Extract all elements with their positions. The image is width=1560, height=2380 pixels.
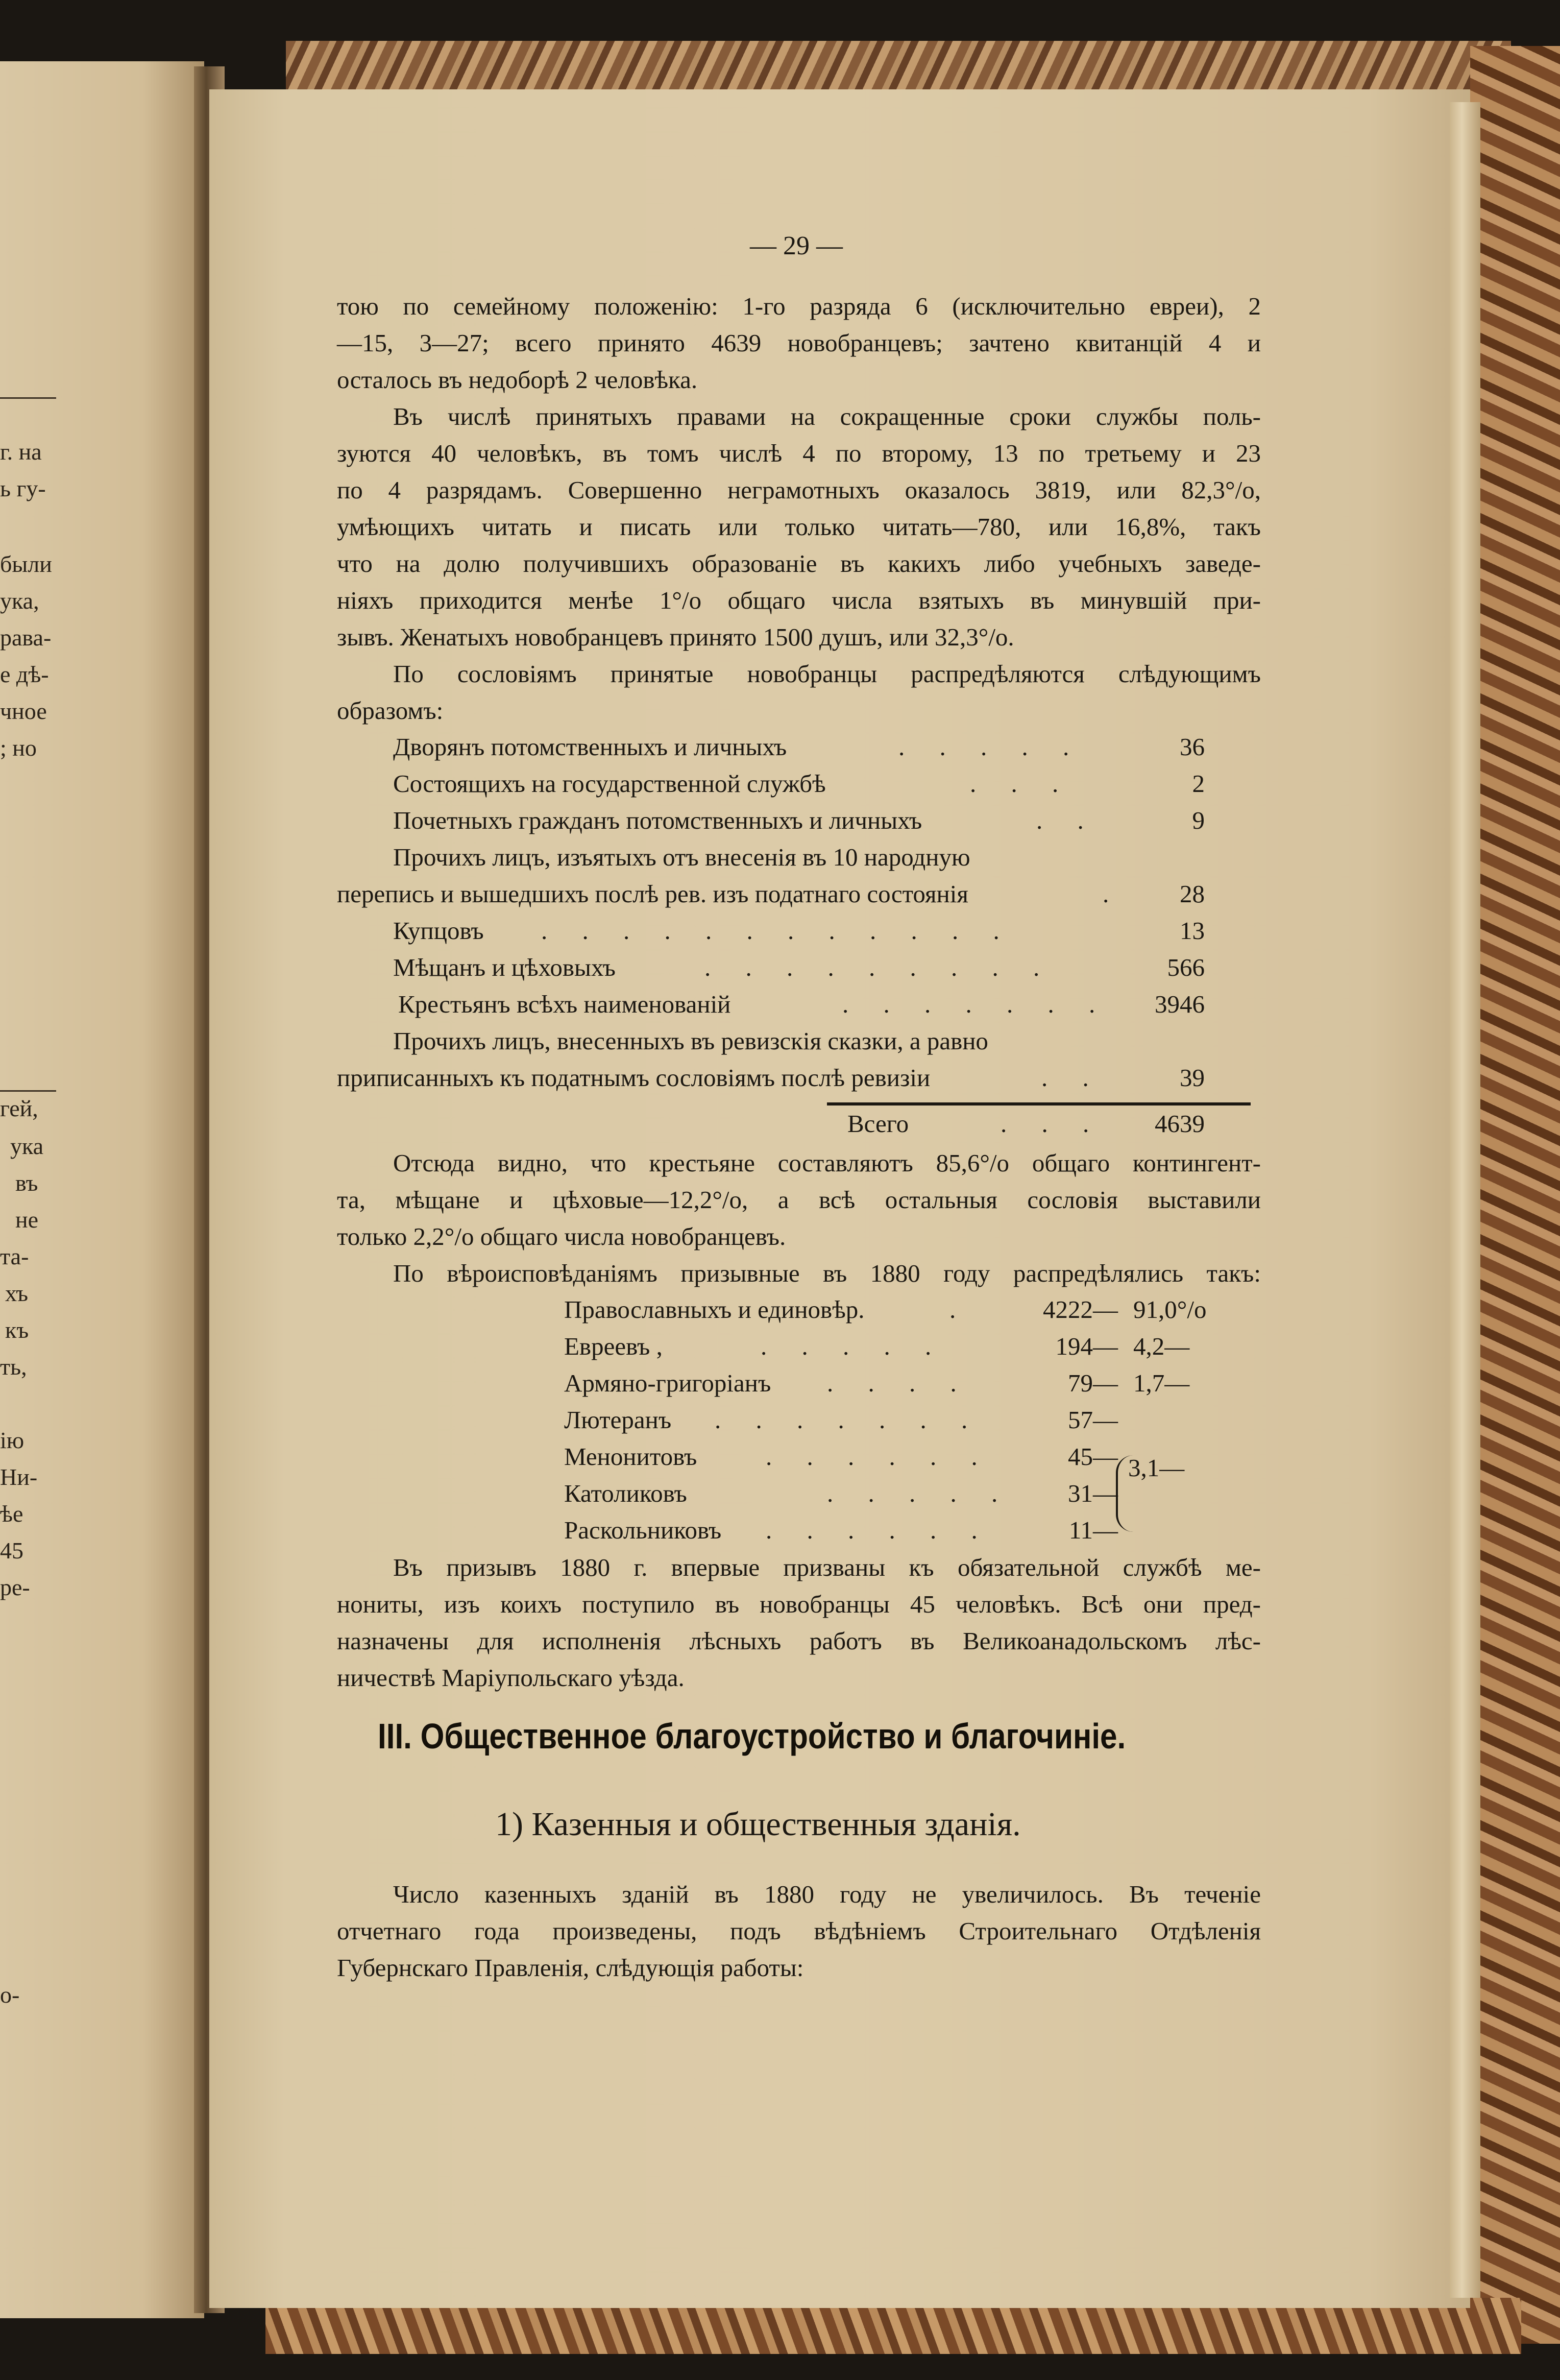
page-number: — 29 — — [750, 231, 843, 260]
religion-count: 194— — [1055, 1332, 1118, 1360]
estate-value: 39 — [1180, 1064, 1205, 1092]
estate-label: Купцовъ — [393, 917, 484, 945]
facing-page-fragment: Ни- — [0, 1464, 38, 1490]
facing-page-fragment: гей, — [0, 1095, 38, 1121]
religion-percent: 3,1— — [1128, 1454, 1185, 1482]
text-line: по 4 разрядамъ. Совершенно неграмотныхъ оказалось 3819, или 82,3°/o, — [337, 476, 1261, 504]
facing-page-fragment: ука, — [0, 588, 39, 614]
religion-label: Армяно-григорiанъ — [564, 1369, 771, 1397]
leader-dots: . . . . . . — [766, 1443, 992, 1471]
text-line: По вѣроисповѣданiямъ призывные въ 1880 году распредѣлялись такъ: — [393, 1259, 1261, 1287]
leader-dots: . . — [1036, 806, 1098, 834]
estate-label: Состоящихъ на государственной службѣ — [393, 770, 826, 798]
estate-label: Прочихъ лицъ, внесенныхъ въ ревизскiя сказки, а равно — [393, 1027, 988, 1055]
text-line: зывъ. Женатыхъ новобранцевъ принято 1500 душъ, или 32,3°/o. — [337, 623, 1014, 651]
estate-label: перепись и вышедшихъ послѣ рев. изъ податнаго состоянiя — [337, 880, 968, 908]
page-edge — [1450, 102, 1480, 2298]
religion-count: 45— — [1068, 1443, 1118, 1471]
leader-dots: . . . . . . . — [842, 990, 1110, 1018]
religion-count: 31— — [1068, 1479, 1118, 1507]
leader-dots: . . . — [1001, 1110, 1104, 1138]
subsection-heading: 1) Казенныя и общественныя зданiя. — [495, 1806, 1021, 1843]
facing-page-fragment: рава- — [0, 624, 52, 651]
estate-value: 13 — [1180, 917, 1205, 945]
religion-label: Лютеранъ — [564, 1406, 672, 1434]
text-line: нiяхъ приходится менѣе 1°/o общаго числа взятыхъ въ минувшiй при- — [337, 586, 1261, 614]
leader-dots: . . . . . — [761, 1332, 946, 1360]
religion-label: Евреевъ , — [564, 1332, 663, 1360]
religion-count: 57— — [1068, 1406, 1118, 1434]
estate-label: приписанныхъ къ податнымъ сословiямъ послѣ ревизiи — [337, 1064, 931, 1092]
total-value: 4639 — [1155, 1110, 1205, 1138]
religion-percent: 1,7— — [1133, 1369, 1190, 1397]
grouping-brace — [1116, 1455, 1133, 1532]
leader-dots: . . . . . . . . . . . . — [541, 917, 1014, 945]
text-line: нониты, изъ коихъ поступило въ новобранцы 45 человѣкъ. Всѣ они пред- — [337, 1590, 1261, 1618]
leader-dots: . . . . — [827, 1369, 971, 1397]
religion-label: Раскольниковъ — [564, 1516, 722, 1544]
text-line: Въ числѣ принятыхъ правами на сокращенные сроки службы поль- — [393, 402, 1261, 430]
leader-dots: . . . . . . — [766, 1516, 992, 1544]
religion-percent: 4,2— — [1133, 1332, 1190, 1360]
text-line: только 2,2°/o общаго числа новобранцевъ. — [337, 1222, 786, 1251]
estate-label: Прочихъ лицъ, изъятыхъ отъ внесенiя въ 10 народную — [393, 843, 970, 871]
facing-page-fragment: 45 — [0, 1537, 23, 1564]
facing-page-fragment: iю — [0, 1427, 25, 1453]
religion-percent: 91,0°/o — [1133, 1295, 1207, 1324]
facing-page-fragment: къ — [5, 1317, 29, 1343]
estate-value: 9 — [1192, 806, 1205, 834]
section-heading: III. Общественное благоустройство и благочинiе. — [378, 1716, 1126, 1756]
estate-value: 3946 — [1155, 990, 1205, 1018]
text-line: тою по семейному положенiю: 1-го разряда 6 (исключительно евреи), 2 — [337, 292, 1261, 320]
leader-dots: . — [949, 1295, 970, 1324]
religion-label: Менонитовъ — [564, 1443, 697, 1471]
facing-page-fragment: е дѣ- — [0, 661, 49, 687]
facing-page-rule — [0, 1090, 56, 1092]
leader-dots: . . — [1041, 1064, 1103, 1092]
religion-count: 11— — [1068, 1516, 1118, 1544]
text-line: Число казенныхъ зданiй въ 1880 году не увеличилось. Въ теченiе — [393, 1880, 1261, 1908]
facing-page-fragment: чное — [0, 698, 47, 724]
text-line: Отсюда видно, что крестьяне составляютъ 85,6°/o общаго контингент- — [393, 1149, 1261, 1177]
text-line: назначены для исполненiя лѣсныхъ работъ въ Великоанадольскомъ лѣс- — [337, 1627, 1261, 1655]
facing-page-fragment: ѣе — [0, 1501, 23, 1527]
estate-value: 2 — [1192, 770, 1205, 798]
total-label: Всего — [847, 1110, 909, 1138]
facing-page-fragment: та- — [0, 1243, 29, 1269]
text-line: ничествѣ Марiупольскаго уѣзда. — [337, 1664, 685, 1692]
facing-page-fragment: въ — [15, 1170, 38, 1196]
text-line: умѣющихъ читать и писать или только читать—780, или 16,8%, такъ — [337, 513, 1261, 541]
leader-dots: . . . . . — [827, 1479, 1012, 1507]
religion-label: Православныхъ и единовѣр. — [564, 1295, 865, 1324]
marbled-cover-right — [1470, 46, 1560, 2344]
text-line: что на долю получившихъ образованiе въ какихъ либо учебныхъ заведе- — [337, 549, 1261, 578]
text-line: образомъ: — [337, 696, 444, 725]
facing-page-fragment: ь гу- — [0, 475, 46, 501]
text-line: Губернскаго Правленiя, слѣдующiя работы: — [337, 1954, 804, 1982]
estate-value: 566 — [1167, 953, 1205, 981]
facing-page-fragment: г. на — [0, 439, 42, 465]
text-line: По сословiямъ принятые новобранцы распредѣляются слѣдующимъ — [393, 660, 1261, 688]
facing-page-rule — [0, 397, 56, 399]
estate-label: Крестьянъ всѣхъ наименованiй — [398, 990, 731, 1018]
religion-label: Католиковъ — [564, 1479, 687, 1507]
total-rule — [827, 1102, 1251, 1105]
leader-dots: . . . . . . . — [715, 1406, 982, 1434]
text-line: отчетнаго года произведены, подъ вѣдѣнiемъ Строительнаго Отдѣленiя — [337, 1917, 1261, 1945]
facing-page-fragment: о- — [0, 1982, 20, 2008]
estate-value: 28 — [1180, 880, 1205, 908]
religion-count: 4222— — [1043, 1295, 1118, 1324]
text-line: осталось въ недоборѣ 2 человѣка. — [337, 366, 698, 394]
facing-page-fragment: ре- — [0, 1574, 30, 1600]
facing-page-fragment: не — [15, 1207, 39, 1233]
estate-label: Дворянъ потомственныхъ и личныхъ — [393, 733, 787, 761]
facing-page-fragment: ; но — [0, 735, 37, 761]
leader-dots: . . . — [970, 770, 1073, 798]
facing-page-fragment: были — [0, 551, 52, 577]
estate-label: Почетныхъ гражданъ потомственныхъ и личныхъ — [393, 806, 922, 834]
leader-dots: . — [1103, 880, 1124, 908]
text-line: зуются 40 человѣкъ, въ томъ числѣ 4 по второму, 13 по третьему и 23 — [337, 439, 1261, 467]
text-line: та, мѣщане и цѣховые—12,2°/o, а всѣ остальныя сословiя выставили — [337, 1186, 1261, 1214]
facing-page-fragment: ука — [10, 1133, 44, 1159]
estate-value: 36 — [1180, 733, 1205, 761]
leader-dots: . . . . . . . . . — [704, 953, 1054, 981]
text-line: Въ призывъ 1880 г. впервые призваны къ обязательной службѣ ме- — [393, 1553, 1261, 1581]
religion-count: 79— — [1068, 1369, 1118, 1397]
facing-page-fragment: ть, — [0, 1354, 27, 1380]
leader-dots: . . . . . — [898, 733, 1084, 761]
text-line: —15, 3—27; всего принято 4639 новобранцевъ; зачтено квитанцiй 4 и — [337, 329, 1261, 357]
facing-page-fragment: хъ — [5, 1280, 29, 1306]
estate-label: Мѣщанъ и цѣховыхъ — [393, 953, 616, 981]
